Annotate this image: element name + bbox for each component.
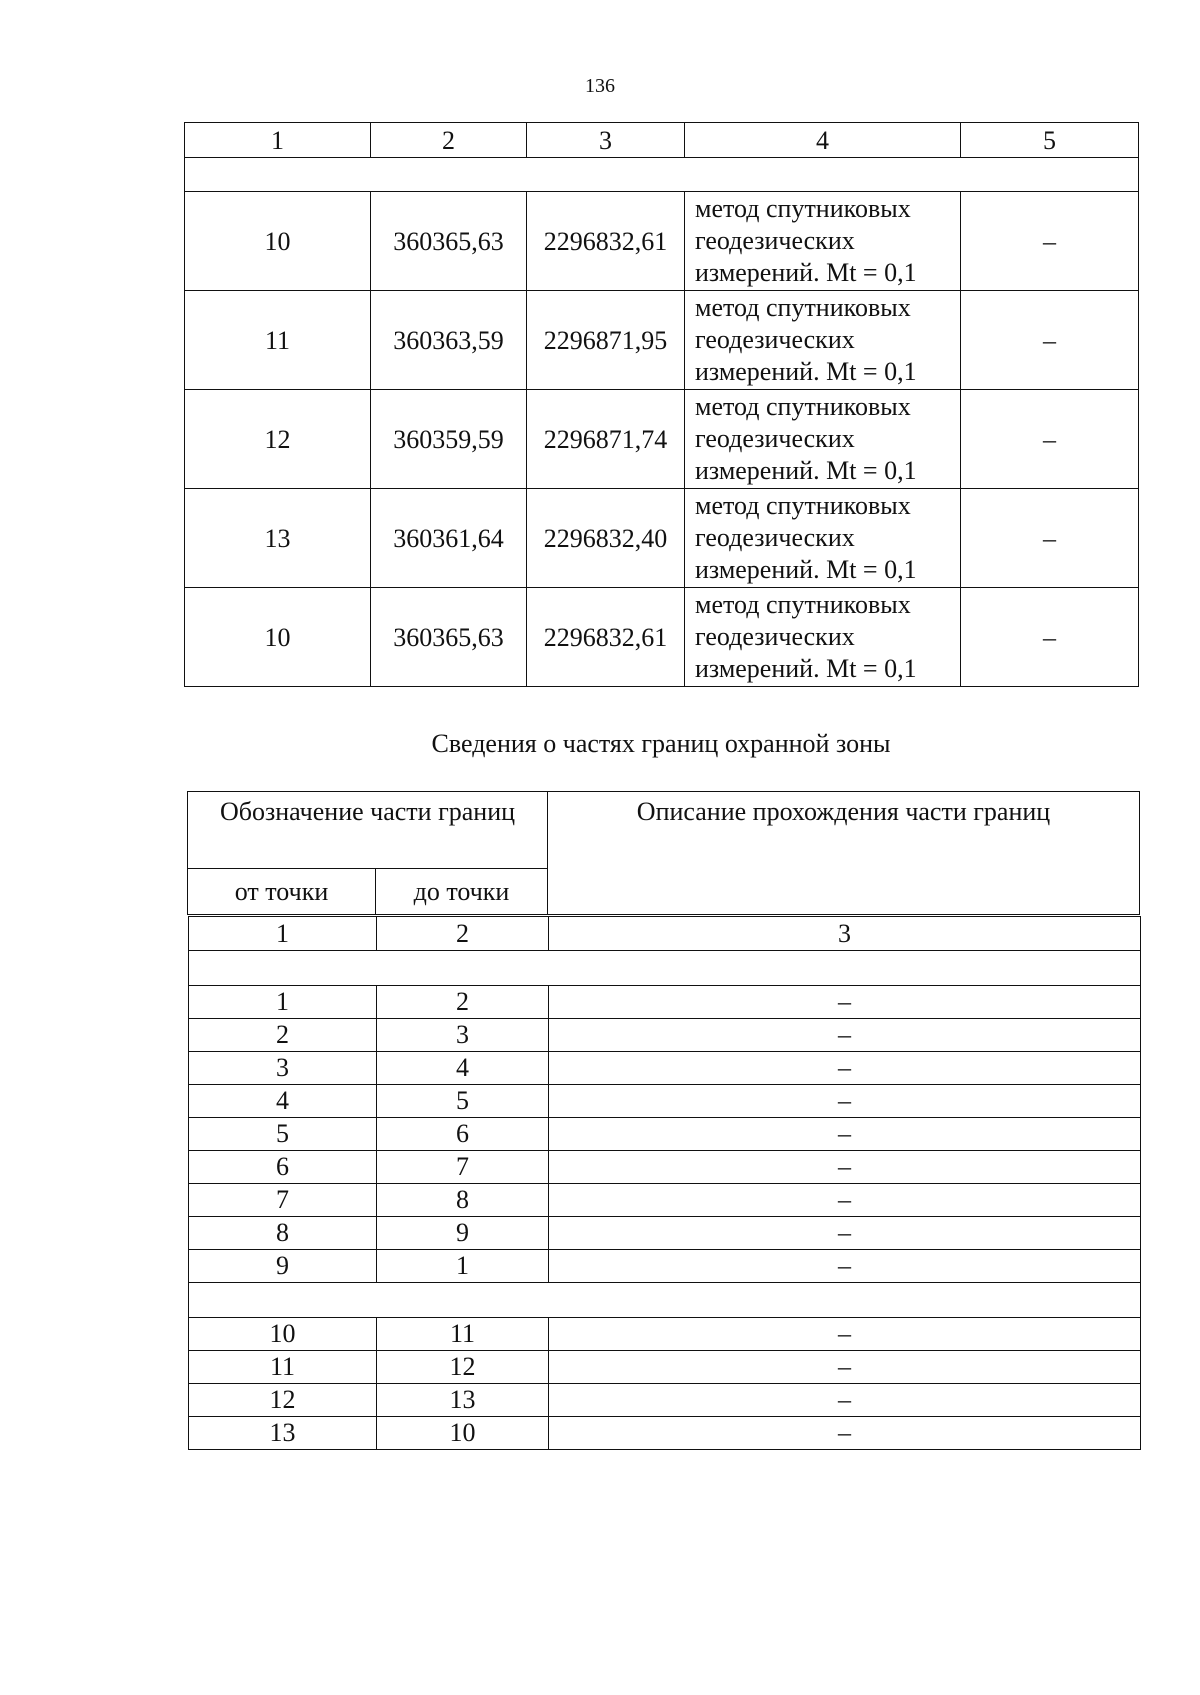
method-line: метод спутниковых [695, 590, 911, 619]
from-point: 1 [189, 986, 377, 1019]
from-point-header: от точки [188, 869, 376, 915]
method-cell [685, 588, 961, 687]
from-point: 5 [189, 1118, 377, 1151]
table-row [189, 1417, 1141, 1450]
table-row [189, 1118, 1141, 1151]
to-point: 9 [377, 1217, 549, 1250]
point-number: 13 [185, 489, 371, 588]
to-point: 11 [377, 1318, 549, 1351]
table-row [189, 1085, 1141, 1118]
table-row [189, 1184, 1141, 1217]
parts-table-header [187, 791, 1140, 915]
from-point: 7 [189, 1184, 377, 1217]
description-cell: – [549, 1318, 1141, 1351]
description-cell: – [549, 1052, 1141, 1085]
method-line: измерений. Mt = 0,1 [695, 555, 917, 584]
description-cell: – [549, 1417, 1141, 1450]
method-line: метод спутниковых [695, 491, 911, 520]
table-row [189, 986, 1141, 1019]
table-row [185, 390, 1139, 489]
from-point: 6 [189, 1151, 377, 1184]
table-row [189, 1250, 1141, 1283]
coordinates-table [184, 122, 1139, 687]
method-line: измерений. Mt = 0,1 [695, 456, 917, 485]
from-point: 4 [189, 1085, 377, 1118]
to-point: 8 [377, 1184, 549, 1217]
to-point: 1 [377, 1250, 549, 1283]
method-line: измерений. Mt = 0,1 [695, 654, 917, 683]
column-number-row [189, 917, 1141, 951]
coordinate-x: 360365,63 [371, 588, 527, 687]
group-separator [189, 1283, 1141, 1318]
to-point: 10 [377, 1417, 549, 1450]
from-point: 11 [189, 1351, 377, 1384]
to-point: 5 [377, 1085, 549, 1118]
to-point: 7 [377, 1151, 549, 1184]
method-line: геодезических [695, 523, 855, 552]
group-separator [185, 158, 1139, 192]
description-cell: – [549, 1250, 1141, 1283]
coordinate-x: 360365,63 [371, 192, 527, 291]
method-line: метод спутниковых [695, 392, 911, 421]
to-point: 12 [377, 1351, 549, 1384]
column-number: 1 [189, 917, 377, 951]
point-number: 10 [185, 192, 371, 291]
method-line: геодезических [695, 226, 855, 255]
page-number: 136 [585, 75, 615, 97]
column-number: 4 [685, 123, 961, 158]
column-number: 3 [527, 123, 685, 158]
group-separator [189, 951, 1141, 986]
method-line: метод спутниковых [695, 194, 911, 223]
description-cell: – [549, 1351, 1141, 1384]
table-row [185, 489, 1139, 588]
coordinate-y: 2296871,74 [527, 390, 685, 489]
note-cell: – [961, 489, 1139, 588]
method-cell [685, 192, 961, 291]
parts-table [188, 916, 1141, 1450]
from-point: 9 [189, 1250, 377, 1283]
from-point: 8 [189, 1217, 377, 1250]
to-point: 6 [377, 1118, 549, 1151]
coordinate-y: 2296832,61 [527, 192, 685, 291]
coordinate-x: 360361,64 [371, 489, 527, 588]
from-point: 2 [189, 1019, 377, 1052]
to-point: 3 [377, 1019, 549, 1052]
method-cell [685, 390, 961, 489]
header-row [188, 792, 1140, 869]
description-cell: – [549, 1019, 1141, 1052]
description-cell: – [549, 1085, 1141, 1118]
point-number: 10 [185, 588, 371, 687]
designation-header: Обозначение части границ [188, 792, 548, 869]
from-point: 3 [189, 1052, 377, 1085]
description-cell: – [549, 1384, 1141, 1417]
point-number: 11 [185, 291, 371, 390]
note-cell: – [961, 588, 1139, 687]
table-row [189, 1052, 1141, 1085]
table-row [189, 1019, 1141, 1052]
method-line: геодезических [695, 424, 855, 453]
to-point: 13 [377, 1384, 549, 1417]
description-cell: – [549, 986, 1141, 1019]
from-point: 12 [189, 1384, 377, 1417]
table-row [189, 1217, 1141, 1250]
note-cell: – [961, 291, 1139, 390]
section-title: Сведения о частях границ охранной зоны [431, 729, 891, 758]
coordinate-y: 2296871,95 [527, 291, 685, 390]
from-point: 13 [189, 1417, 377, 1450]
note-cell: – [961, 192, 1139, 291]
to-point: 2 [377, 986, 549, 1019]
to-point: 4 [377, 1052, 549, 1085]
table-row [189, 1384, 1141, 1417]
column-number-row [185, 123, 1139, 158]
to-point-header: до точки [376, 869, 548, 915]
note-cell: – [961, 390, 1139, 489]
table-row [189, 1318, 1141, 1351]
description-header: Описание прохождения части границ [548, 792, 1140, 915]
method-line: измерений. Mt = 0,1 [695, 258, 917, 287]
column-number: 2 [377, 917, 549, 951]
table-row [189, 1151, 1141, 1184]
coordinate-x: 360363,59 [371, 291, 527, 390]
table-row [189, 1351, 1141, 1384]
group-separator-row [189, 1283, 1141, 1318]
description-cell: – [549, 1184, 1141, 1217]
method-line: геодезических [695, 622, 855, 651]
table-row [185, 192, 1139, 291]
method-line: геодезических [695, 325, 855, 354]
method-cell [685, 291, 961, 390]
description-cell: – [549, 1217, 1141, 1250]
column-number: 3 [549, 917, 1141, 951]
method-line: измерений. Mt = 0,1 [695, 357, 917, 386]
point-number: 12 [185, 390, 371, 489]
coordinate-x: 360359,59 [371, 390, 527, 489]
column-number: 1 [185, 123, 371, 158]
coordinate-y: 2296832,61 [527, 588, 685, 687]
table-row [185, 588, 1139, 687]
column-number: 2 [371, 123, 527, 158]
group-separator-row [185, 158, 1139, 192]
method-cell [685, 489, 961, 588]
coordinate-y: 2296832,40 [527, 489, 685, 588]
from-point: 10 [189, 1318, 377, 1351]
method-line: метод спутниковых [695, 293, 911, 322]
description-cell: – [549, 1118, 1141, 1151]
group-separator-row [189, 951, 1141, 986]
table-row [185, 291, 1139, 390]
column-number: 5 [961, 123, 1139, 158]
description-cell: – [549, 1151, 1141, 1184]
